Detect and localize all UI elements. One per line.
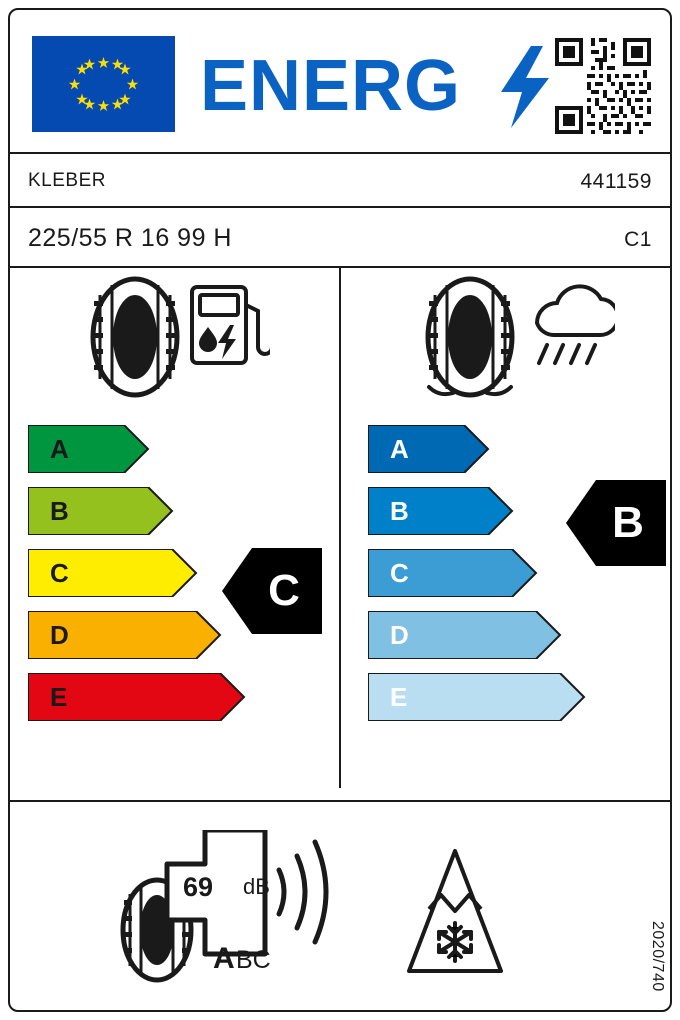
grade-letter: B (50, 496, 69, 526)
fuel-efficiency-pictogram (80, 275, 270, 400)
tire-icon (428, 279, 512, 395)
snow-grip-pictogram (385, 845, 525, 980)
grade-letter: C (390, 558, 409, 588)
grade-letter: C (50, 558, 69, 588)
grade-arrow (368, 425, 508, 473)
eu-flag-stars (32, 36, 175, 132)
grade-letter: A (50, 434, 69, 464)
rain-cloud-icon (537, 286, 615, 363)
grade-letter: E (50, 682, 68, 712)
grade-arrow (28, 425, 168, 473)
wet-grip-result (566, 480, 666, 566)
grade-letter: E (390, 682, 408, 712)
wet-grip-result-letter: B (612, 498, 644, 547)
tire-icon (93, 279, 177, 395)
divider-header (10, 152, 670, 154)
noise-class-remaining: BC (236, 946, 271, 974)
brand-name: KLEBER (28, 170, 106, 191)
noise-emission-block (105, 830, 355, 990)
tire-class-code: C1 (624, 228, 652, 251)
grade-letter: B (390, 496, 409, 526)
divider-brand (10, 206, 670, 208)
divider-center (339, 268, 341, 788)
energy-wordmark: ENERG (200, 46, 462, 126)
divider-bottom (10, 800, 670, 802)
label-header (10, 10, 670, 150)
noise-value: 69 (183, 872, 214, 902)
grade-letter: A (390, 434, 409, 464)
sku-number: 441159 (580, 170, 652, 193)
fuel-result-letter: C (268, 566, 300, 615)
wet-grip-pictogram (415, 275, 615, 410)
fuel-drop-icon (199, 325, 236, 359)
grade-letter: D (390, 620, 409, 650)
fuel-efficiency-result (222, 548, 322, 634)
grade-letter: D (50, 620, 69, 650)
sound-wave-icon (279, 842, 326, 942)
lightning-bolt-icon (495, 46, 555, 128)
qr-code (555, 38, 651, 134)
eu-flag (32, 36, 175, 132)
snowflake-icon (439, 923, 471, 961)
tire-size: 225/55 R 16 99 H (28, 224, 232, 252)
noise-class: A (213, 942, 235, 975)
noise-unit: dB (243, 874, 270, 899)
regulation-reference: 2020/740 (649, 921, 666, 992)
